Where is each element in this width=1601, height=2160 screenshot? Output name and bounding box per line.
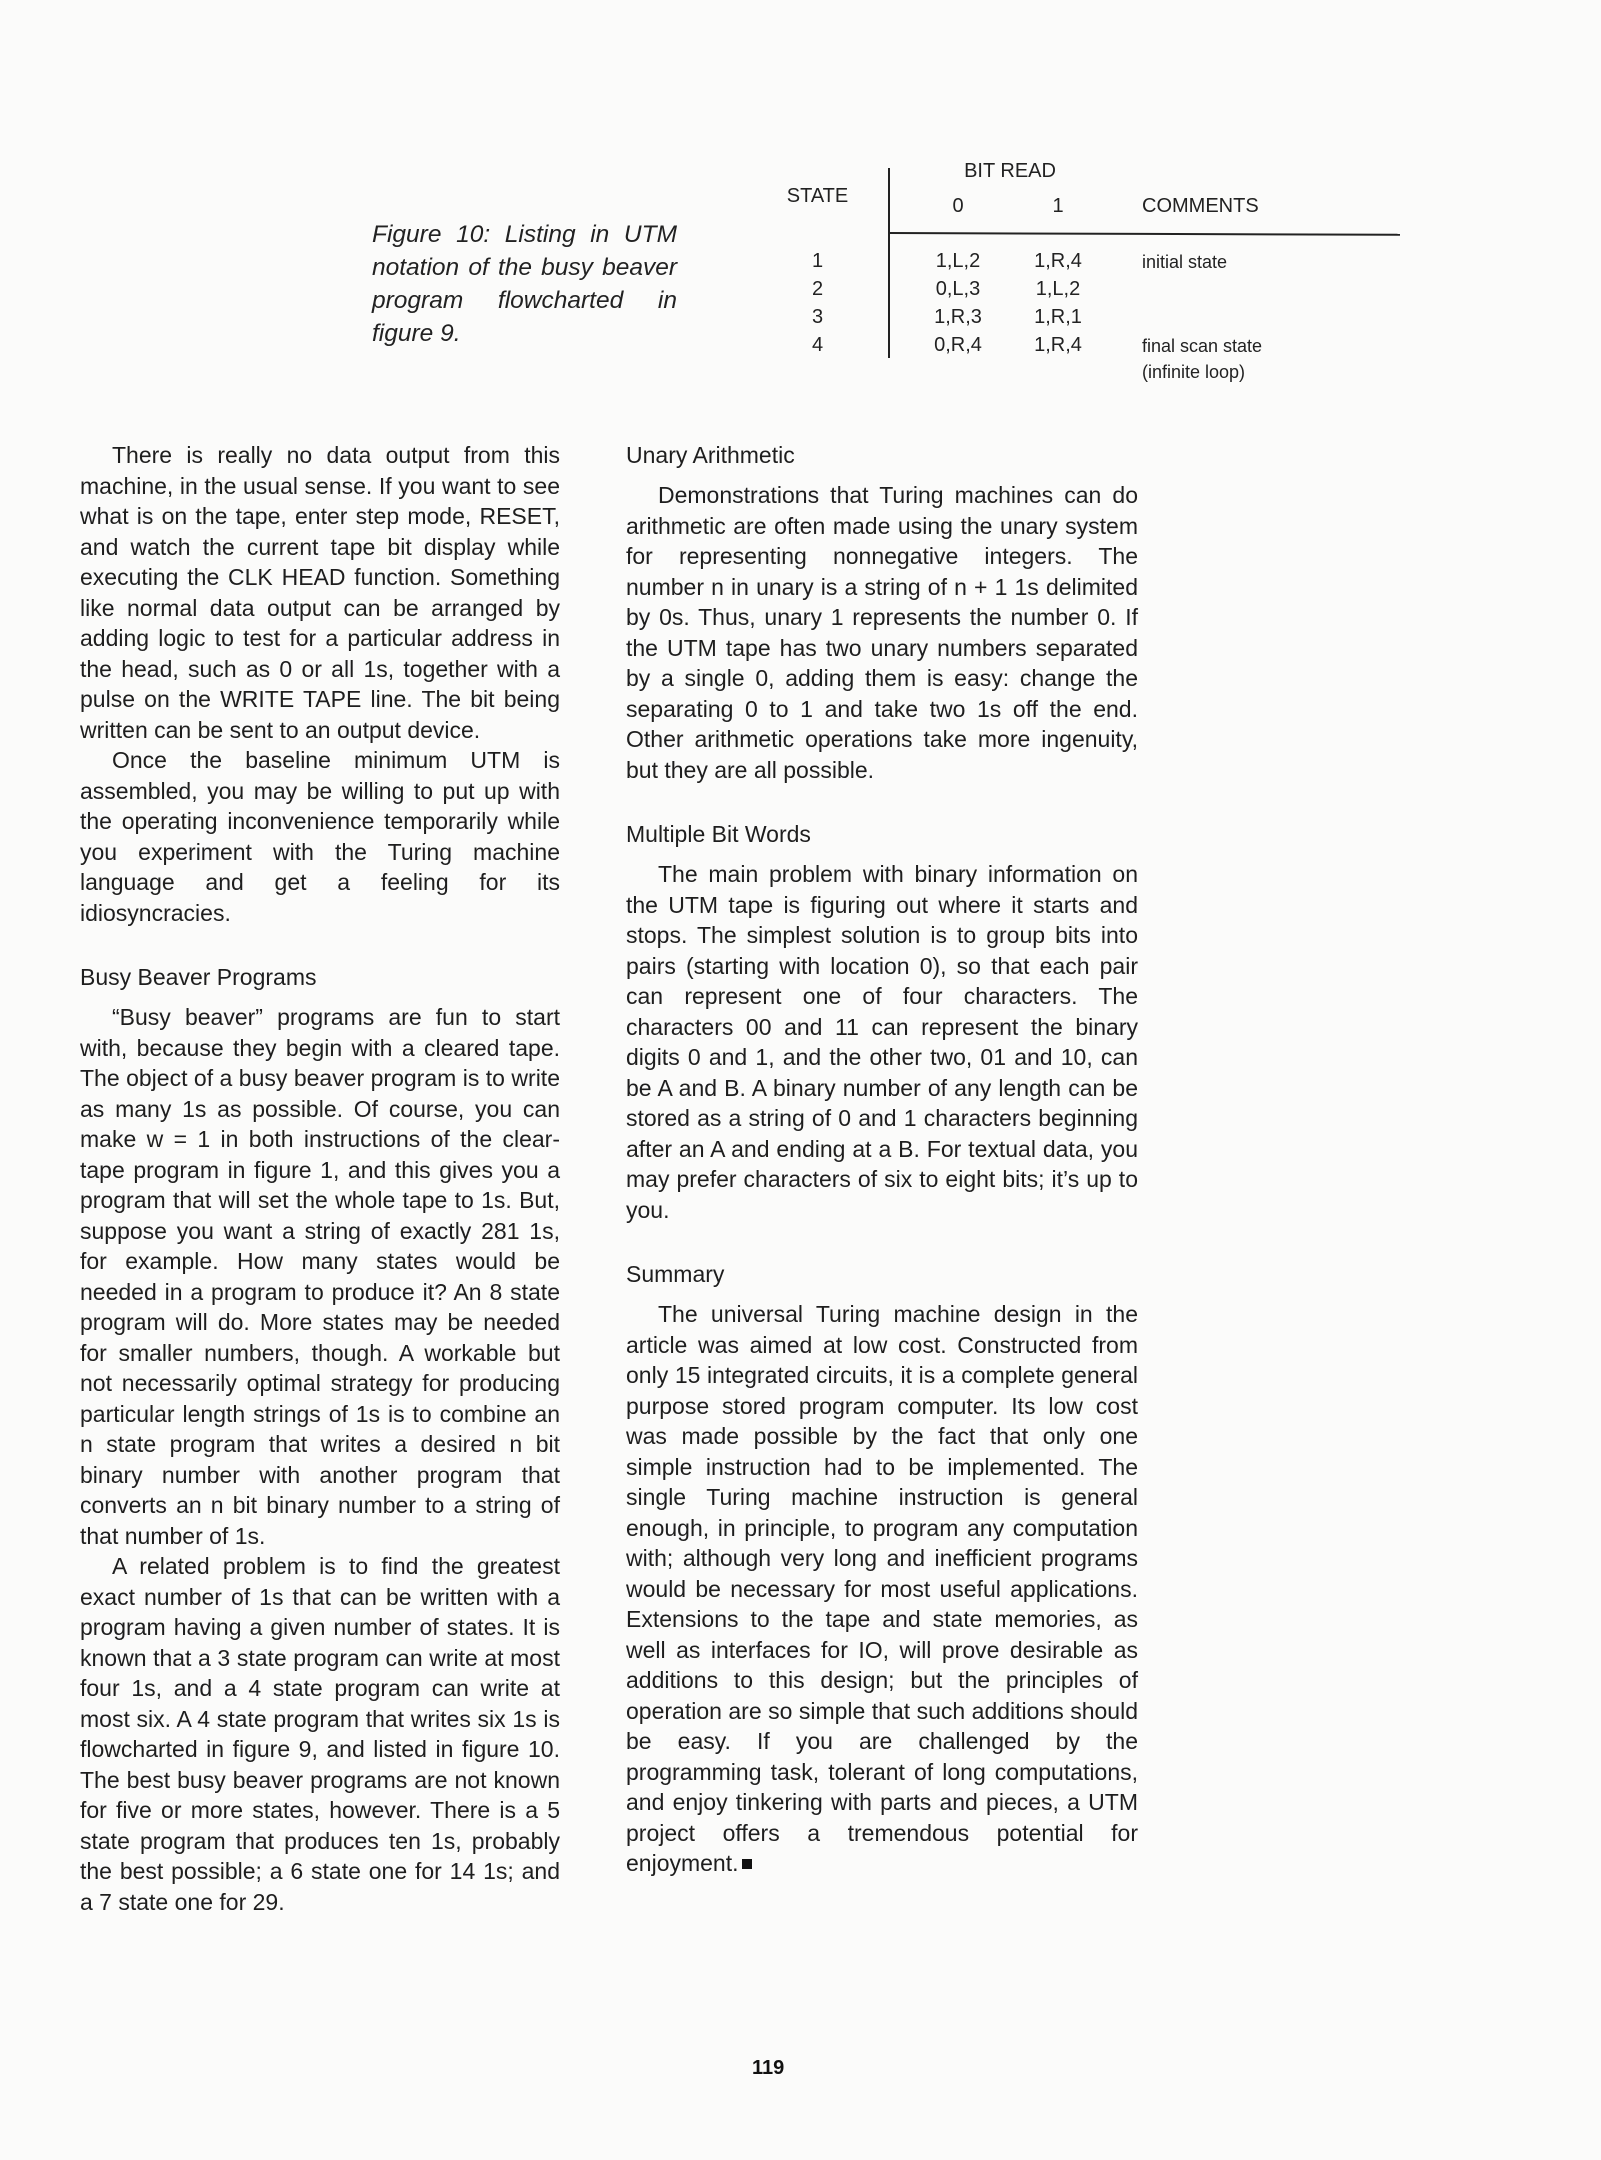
table-row-comment-continued: (infinite loop) <box>1142 362 1246 382</box>
header-comments: COMMENTS <box>1142 195 1259 217</box>
table-row-bit1: 1,L,2 <box>1035 278 1081 300</box>
table-row-bit0: 0,R,4 <box>934 334 982 356</box>
summary-text: The universal Turing machine design in the article was aimed at low cost. Constructed from only 15 integrated circuits, it is a complete general purpose stored program computer. Its low cost was made possible by the fact that only one simple instruction had to be implemented. The single Turing machine instruction is general enough, in principle, to program any computation with; although very long and inefficient programs would be necessary for most useful applications. Extensions to the tape and state memories, as well as interfaces for IO, will prove desirable as additions to this design; but the principles of operation are so simple that such additions should be easy. If you are challenged by the programming task, tolerant of long computations, and enjoy tinkering with parts and pieces, a UTM project offers a tremendous potential for enjoyment. <box>626 1301 1138 1876</box>
paragraph: A related problem is to find the greatest exact number of 1s that can be written with a program having a given number of states. It is known that a 3 state program can write at most four 1s, and a 4 state program can write at most six. A 4 state program that writes six 1s is flowcharted in figure 9, and listed in figure 10. The best busy beaver programs are not known for five or more states, however. There is a 5 state program that produces ten 1s, probably the best possible; a 6 state one for 14 1s; and a 7 state one for 29. <box>80 1553 560 1915</box>
table-row-state: 1 <box>811 250 824 272</box>
paragraph: Demonstrations that Turing machines can do arithmetic are often made using the unary system for representing nonnegative integers. The number n in unary is a string of n + 1 1s delimited by 0s. Thus, unary 1 represents the number 0. If the UTM tape has two unary numbers separated by a single 0, adding them is easy: change the separating 0 to 1 and take two 1s off the end. Other arithmetic operations take more ingenuity, but they are all possible. <box>626 482 1138 783</box>
table-row-bit1: 1,R,1 <box>1034 306 1082 328</box>
header-bit-read: BIT READ <box>964 160 1056 182</box>
paragraph: Once the baseline minimum UTM is assembled, you may be willing to put up with the operating inconvenience temporarily while you experiment with the Turing machine language and get a feeling for its idiosyncracies. <box>80 747 560 926</box>
section-heading-multiple-bit-words: Multiple Bit Words <box>626 821 811 847</box>
table-row-bit0: 1,R,3 <box>934 306 982 328</box>
table-row-bit0: 0,L,3 <box>935 278 981 300</box>
left-column <box>80 440 560 1917</box>
table-row-bit0: 1,L,2 <box>935 250 981 272</box>
state-table <box>770 160 1290 400</box>
table-horizontal-rule <box>888 232 1400 236</box>
right-column <box>626 440 1138 1879</box>
header-bit-1: 1 <box>1052 195 1064 217</box>
table-row-bit1: 1,R,4 <box>1034 250 1082 272</box>
page-number: 119 <box>752 2057 785 2079</box>
table-row-bit1: 1,R,4 <box>1034 334 1082 356</box>
table-row-state: 2 <box>811 278 824 300</box>
table-vertical-rule <box>888 168 890 358</box>
figure-caption: Figure 10: Listing in UTM notation of the busy beaver program flowcharted in figure 9. <box>372 221 677 347</box>
section-heading-unary-arithmetic: Unary Arithmetic <box>626 442 795 468</box>
section-heading-busy-beaver: Busy Beaver Programs <box>80 964 317 990</box>
table-row-state: 4 <box>811 334 824 356</box>
table-row-comment: initial state <box>1142 252 1228 272</box>
section-heading-summary: Summary <box>626 1261 725 1287</box>
paragraph: There is really no data output from this machine, in the usual sense. If you want to see what is on the tape, enter step mode, RESET, and watch the current tape bit display while executing the CLK HEAD function. Something like normal data output can be arranged by adding logic to test for a particular address in the head, such as 0 or all 1s, together with a pulse on the WRITE TAPE line. The bit being written can be sent to an output device. <box>80 442 560 743</box>
paragraph-summary <box>626 1299 1138 1879</box>
table-row-comment: final scan state <box>1142 336 1263 356</box>
end-of-article-square-icon <box>742 1859 752 1869</box>
paragraph: “Busy beaver” programs are fun to start with, because they begin with a cleared tape. The object of a busy beaver program is to write as many 1s as possible. Of course, you can make w = 1 in both instructions of the clear-tape program in figure 1, and this gives you a program that will set the whole tape to 1s. But, suppose you want a string of exactly 281 1s, for example. How many states would be needed in a program to produce it? An 8 state program will do. More states may be needed for smaller numbers, though. A workable but not necessarily optimal strategy for producing particular length strings of 1s is to combine an n state program that writes a desired n bit binary number with another program that converts an n bit binary number to a string of that number of 1s. <box>80 1004 560 1549</box>
table-row-state: 3 <box>811 306 824 328</box>
header-bit-0: 0 <box>952 195 964 217</box>
header-state: STATE <box>786 185 849 207</box>
paragraph: The main problem with binary information on the UTM tape is figuring out where it starts and stops. The simplest solution is to group bits into pairs (starting with location 0), so that each pair can represent one of four characters. The characters 00 and 11 can represent the binary digits 0 and 1, and the other two, 01 and 10, can be A and B. A binary number of any length can be stored as a string of 0 and 1 characters beginning after an A and ending at a B. For textual data, you may prefer characters of six to eight bits; it’s up to you. <box>626 861 1138 1223</box>
